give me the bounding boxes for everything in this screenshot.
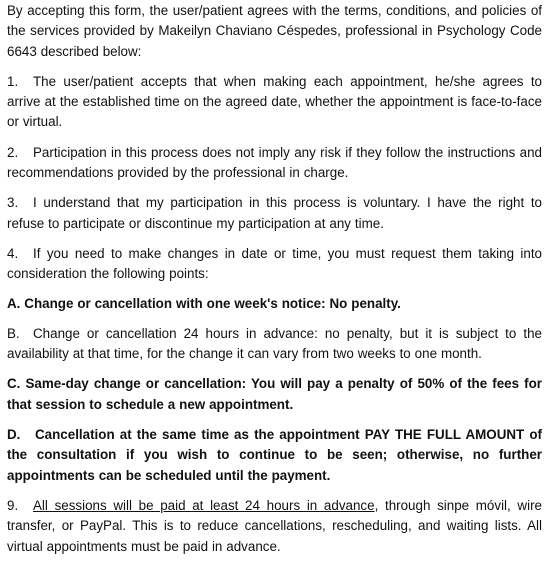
item-4	[7, 244, 542, 285]
point-b-text: Change or cancellation 24 hours in advance: no penalty, but it is subject to the availability at that time, for the change it can vary from two weeks to one month.	[7, 325, 542, 362]
point-b	[7, 324, 542, 365]
item-3-text: I understand that my participation in this process is voluntary. I have the right to refuse to participate or discontinue my participation at any time.	[7, 195, 542, 231]
point-c: C. Same-day change or cancellation: You will pay a penalty of 50% of the fees for that session to schedule a new appointment.	[7, 376, 542, 412]
item-1-text: The user/patient accepts that when making each appointment, he/she agrees to arrive at the established time on the agreed date, whether the appointment is face-to-face or virtual.	[7, 73, 542, 130]
item-9-marker: 9.	[7, 497, 19, 513]
item-9	[7, 496, 542, 557]
point-d	[7, 425, 542, 486]
item-9-rest-text: , through sinpe móvil, wire transfer, or PayPal. This is to reduce cancellations, rescheduling, and waiting lists. All virtual appointments must be paid in advance.	[7, 497, 542, 554]
item-4-text: If you need to make changes in date or time, you must request them taking into consideration the following points:	[7, 245, 542, 282]
item-1-marker: 1.	[7, 73, 19, 89]
item-3	[7, 193, 542, 234]
point-d-text: Cancellation at the same time as the appointment PAY THE FULL AMOUNT of the consultation if you wish to continue to be seen; otherwise, no further appointments can be scheduled until the payment.	[7, 427, 542, 483]
point-b-marker: B.	[7, 325, 20, 341]
intro-paragraph: By accepting this form, the user/patient agrees with the terms, conditions, and policies of the services provided by Makeilyn Chaviano Céspedes, professional in Psychology Code 6643 described below:	[7, 3, 542, 59]
item-4-marker: 4.	[7, 245, 19, 261]
item-2-marker: 2.	[7, 144, 19, 160]
item-2	[7, 143, 542, 184]
point-a: A. Change or cancellation with one week's notice: No penalty.	[7, 295, 401, 311]
point-d-marker: D.	[7, 427, 21, 443]
item-1	[7, 72, 542, 133]
item-3-marker: 3.	[7, 195, 19, 211]
item-9-underlined-text: All sessions will be paid at least 24 hours in advance	[33, 497, 375, 513]
item-2-text: Participation in this process does not imply any risk if they follow the instructions and recommendations provided by the professional in charge.	[7, 144, 542, 181]
